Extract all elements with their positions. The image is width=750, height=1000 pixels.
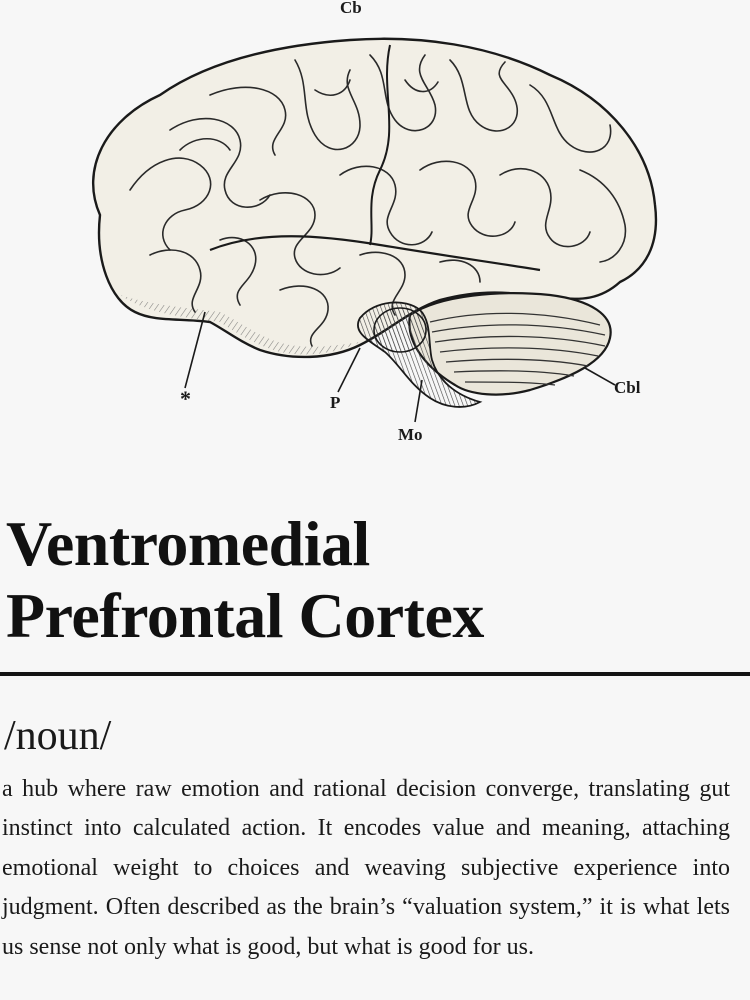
entry-title bbox=[6, 508, 484, 652]
label-asterisk: * bbox=[180, 386, 191, 411]
definition-text: a hub where raw emotion and rational decision converge, translating gut instinct into calculated action. It encodes value and meaning, attaching emotional weight to choices and weaving subjective experience into judgment. Often described as the brain’s “valuation system,” it is what lets us sense not only what is good, but what is good for us. bbox=[2, 776, 730, 960]
label-mo: Mo bbox=[398, 425, 423, 444]
brain-illustration bbox=[60, 0, 680, 460]
label-cbl: Cbl bbox=[614, 378, 641, 397]
part-of-speech: /noun/ bbox=[4, 713, 112, 759]
title-line-2: Prefrontal Cortex bbox=[6, 580, 484, 651]
label-cb: Cb bbox=[340, 0, 362, 17]
label-p: P bbox=[330, 393, 341, 412]
brain-drawing bbox=[60, 0, 680, 460]
divider bbox=[0, 672, 750, 676]
title-line-1: Ventromedial bbox=[6, 508, 370, 579]
